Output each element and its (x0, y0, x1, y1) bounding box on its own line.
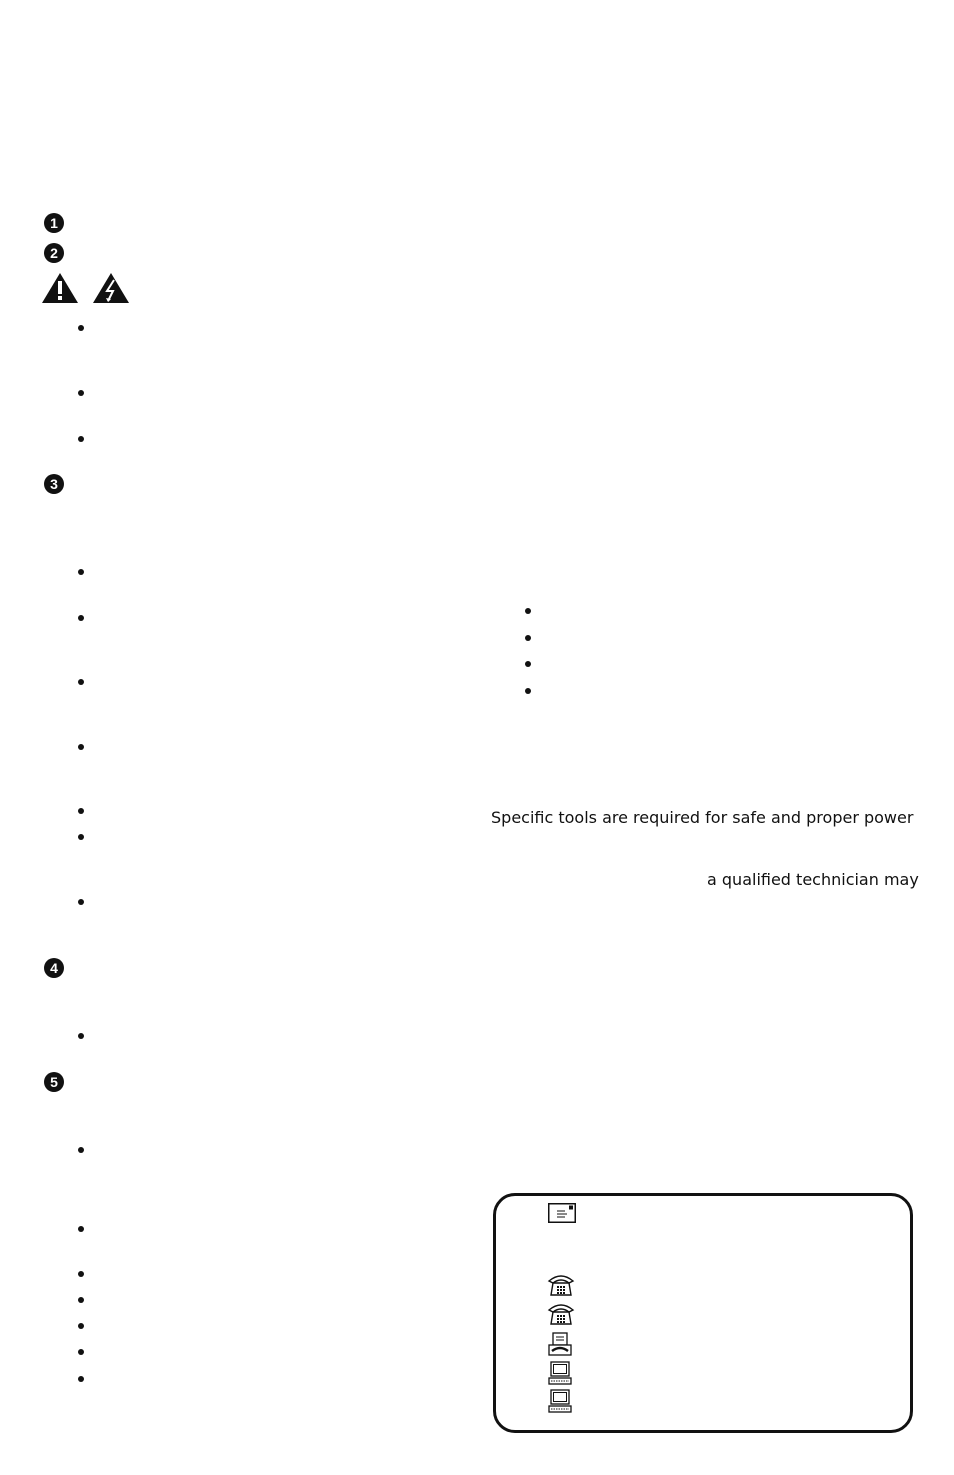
step-marker-5: 5 (44, 1072, 64, 1092)
telephone-icon (547, 1273, 575, 1297)
bullet (525, 661, 531, 667)
bullet (78, 390, 84, 396)
bullet (525, 608, 531, 614)
bullet (78, 436, 84, 442)
bullet (78, 325, 84, 331)
step-marker-3: 3 (44, 474, 64, 494)
bullet (78, 744, 84, 750)
bullet (525, 635, 531, 641)
bullet (78, 1226, 84, 1232)
bullet (78, 808, 84, 814)
electric-shock-warning-icon (92, 272, 130, 304)
mail-icon (548, 1203, 576, 1223)
bullet (78, 834, 84, 840)
bullet (78, 1323, 84, 1329)
bullet (78, 899, 84, 905)
bullet (525, 688, 531, 694)
exclamation-warning-icon (41, 272, 79, 304)
step-marker-2: 2 (44, 243, 64, 263)
computer-icon (548, 1389, 572, 1413)
step-marker-4: 4 (44, 958, 64, 978)
tools-required-text: Specific tools are required for safe and proper power (491, 808, 914, 827)
step-marker-1: 1 (44, 213, 64, 233)
bullet (78, 1376, 84, 1382)
bullet (78, 1349, 84, 1355)
computer-icon (548, 1361, 572, 1385)
telephone-icon (547, 1302, 575, 1326)
bullet (78, 615, 84, 621)
qualified-technician-text: a qualified technician may (707, 870, 919, 889)
bullet (78, 1033, 84, 1039)
bullet (78, 1147, 84, 1153)
bullet (78, 679, 84, 685)
bullet (78, 569, 84, 575)
fax-icon (548, 1332, 572, 1356)
bullet (78, 1271, 84, 1277)
bullet (78, 1297, 84, 1303)
